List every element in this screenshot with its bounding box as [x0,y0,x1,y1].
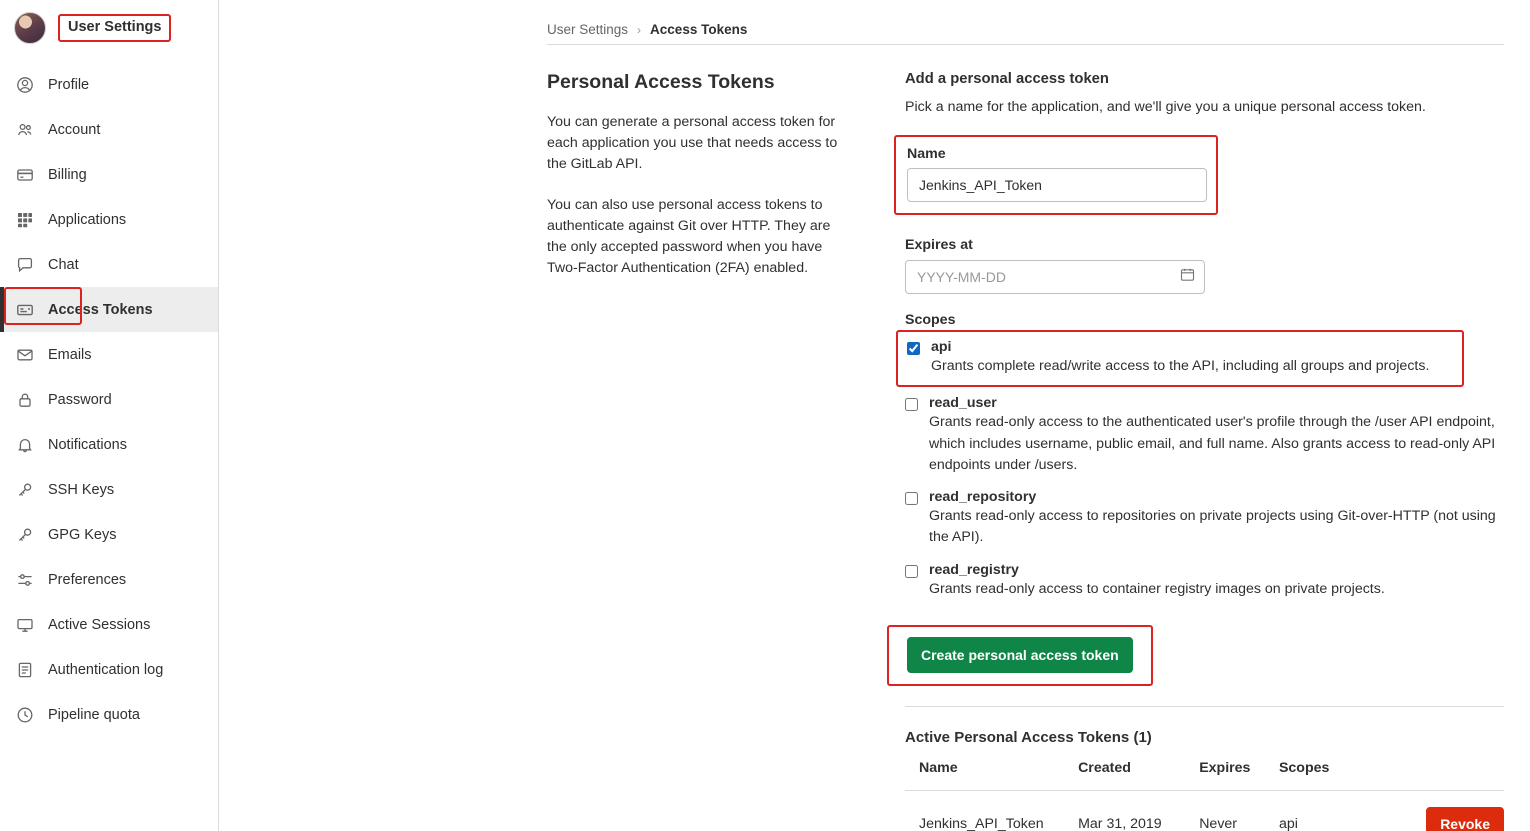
token-action-cell [1412,791,1504,831]
token-name-cell: Jenkins_API_Token [919,816,1044,831]
sidebar-item-authentication-log[interactable] [0,647,218,692]
sidebar-item-label: Authentication log [48,661,164,678]
user-circle-icon [16,76,34,94]
expires-input-wrap [905,260,1205,294]
sidebar-item-label: Preferences [48,571,127,588]
token-scopes-cell: api [1278,816,1298,831]
scope-row-read-registry [905,562,1504,600]
sidebar-item-label: Notifications [48,436,127,453]
scope-checkbox-read-registry[interactable] [905,565,918,578]
sidebar-item-label: Profile [48,76,90,93]
grid-apps-icon [16,211,34,229]
scope-row-api [907,339,1453,377]
key-icon [16,481,34,499]
expires-at-input[interactable] [905,260,1205,294]
expires-label: Expires at [905,237,973,253]
document-icon [16,661,34,679]
sidebar-item-label: Applications [48,211,127,228]
chevron-right-icon: › [637,22,642,37]
column-header-expires: Expires [1185,760,1265,791]
sliders-icon [16,571,34,589]
sidebar-item-emails[interactable] [0,332,218,377]
revoke-button[interactable]: Revoke [1426,807,1504,831]
token-form-column [905,71,1504,831]
intro-paragraph-2: You can also use personal access tokens to authenticate against Git over HTTP. They are the only accepted password when you have Two-Factor Authentication (2FA) enabled. [547,197,831,277]
name-label: Name [907,146,946,162]
sidebar-item-pipeline-quota[interactable] [0,692,218,737]
sidebar-nav [0,62,218,737]
create-personal-access-token-button[interactable]: Create personal access token [907,637,1133,673]
scope-checkbox-read-repository[interactable] [905,492,918,505]
scope-row-read-repository [905,489,1504,549]
key-icon [16,526,34,544]
column-header-name: Name [905,760,1064,791]
sidebar-item-access-tokens[interactable] [0,287,218,332]
clock-icon [16,706,34,724]
active-tokens-table [905,760,1504,831]
intro-paragraph-1: You can generate a personal access token for each application you use that needs access to the GitLab API. [547,114,838,173]
credit-card-icon [16,166,34,184]
active-tokens-title: Active Personal Access Tokens (1) [905,729,1152,747]
sidebar-item-label: Emails [48,346,92,363]
scope-description: Grants read-only access to the authenticated user's profile through the /user API endpoint, which includes username, public email, and full name. Also grants access to read-only API endpoints under /users. [929,414,1496,473]
monitor-icon [16,616,34,634]
scope-api-highlight-box [896,330,1464,387]
breadcrumb-current: Access Tokens [650,22,748,37]
scope-checkbox-api[interactable] [907,342,920,355]
form-lead: Pick a name for the application, and we'll give you a unique personal access token. [905,99,1426,115]
sidebar-item-label: Account [48,121,101,138]
sidebar-item-active-sessions[interactable] [0,602,218,647]
column-header-action [1412,760,1504,791]
scopes-label: Scopes [905,312,956,328]
scope-name: read_registry [929,561,1019,578]
main-content [219,0,1530,831]
column-header-scopes: Scopes [1265,760,1412,791]
page-title: Personal Access Tokens [547,71,775,93]
sidebar-item-chat[interactable] [0,242,218,287]
sidebar-item-billing[interactable] [0,152,218,197]
scope-description: Grants read-only access to container registry images on private projects. [929,580,1385,597]
scope-row-read-user [905,395,1504,476]
form-heading: Add a personal access token [905,71,1109,87]
chat-bubble-icon [16,256,34,274]
token-expires-cell: Never [1199,816,1238,831]
intro-column [547,71,849,831]
scope-name: api [931,339,952,355]
sidebar-item-label: Chat [48,256,79,273]
sidebar-item-label: Billing [48,166,87,183]
sidebar-header [0,0,218,56]
token-name-input[interactable] [907,168,1207,202]
sidebar-item-notifications[interactable] [0,422,218,467]
scope-description: Grants complete read/write access to the API, including all groups and projects. [931,358,1430,374]
scope-checkbox-read-user[interactable] [905,398,918,411]
sidebar [0,0,219,831]
sidebar-item-gpg-keys[interactable] [0,512,218,557]
expires-field [905,237,1504,294]
sidebar-item-label: GPG Keys [48,526,117,543]
breadcrumb [219,0,1530,44]
users-icon [16,121,34,139]
sidebar-item-applications[interactable] [0,197,218,242]
avatar[interactable] [14,12,46,44]
sidebar-item-label: Password [48,391,112,408]
form-divider [905,706,1504,707]
scope-name: read_repository [929,489,1037,506]
create-token-highlight-box [887,625,1153,686]
scope-description: Grants read-only access to repositories on private projects using Git-over-HTTP (not using the API). [929,508,1496,546]
sidebar-item-preferences[interactable] [0,557,218,602]
content-columns [219,45,1530,831]
column-header-created: Created [1064,760,1185,791]
sidebar-item-label: Access Tokens [48,301,153,318]
sidebar-item-account[interactable] [0,107,218,152]
token-created-cell: Mar 31, 2019 [1078,816,1162,831]
sidebar-item-profile[interactable] [0,62,218,107]
lock-icon [16,391,34,409]
scope-name: read_user [929,395,997,412]
breadcrumb-parent[interactable]: User Settings [547,22,629,37]
token-card-icon [16,301,34,319]
name-field-highlight-box [894,135,1218,215]
sidebar-title: User Settings [58,14,171,42]
sidebar-item-label: Active Sessions [48,616,151,633]
envelope-icon [16,346,34,364]
sidebar-item-label: SSH Keys [48,481,115,498]
sidebar-item-ssh-keys[interactable] [0,467,218,512]
table-header-row [905,760,1504,791]
table-row [905,791,1504,831]
sidebar-item-label: Pipeline quota [48,706,140,723]
bell-icon [16,436,34,454]
sidebar-item-password[interactable] [0,377,218,422]
